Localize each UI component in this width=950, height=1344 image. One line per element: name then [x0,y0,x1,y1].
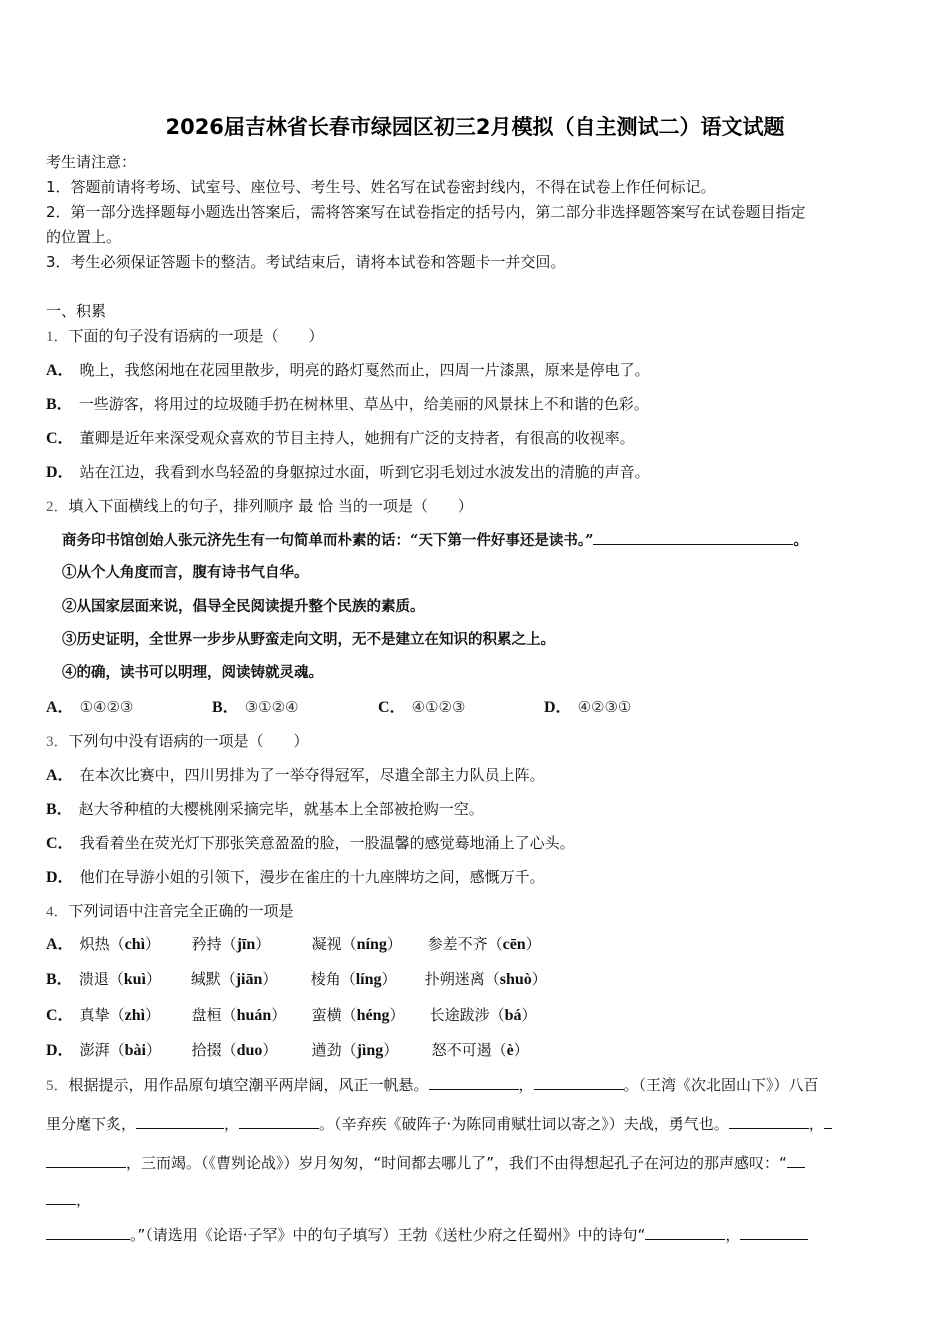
question-1-option-b[interactable]: B． 一些游客，将用过的垃圾随手扔在树林里、草丛中，给美丽的风景抹上不和谐的色彩。 [46,395,649,413]
answer-blank[interactable] [46,1190,76,1205]
question-number: 1． [46,329,69,345]
answer-blank[interactable] [824,1114,832,1129]
notice-item-3: 3．考生必须保证答题卡的整洁。考试结束后，请将本试卷和答题卡一并交回。 [46,253,566,271]
answer-blank[interactable] [645,1225,725,1240]
question-5-line-2: 里分麾下炙， ， 。（辛弃疾《破阵子·为陈同甫赋壮词以寄之》）夫战，勇气也。 ， [46,1114,832,1134]
answer-blank[interactable] [429,1075,519,1090]
answer-blank[interactable] [729,1114,809,1129]
question-2-sentence-2: ②从国家层面来说，倡导全民阅读提升整个民族的素质。 [62,598,425,615]
question-2-options [46,697,631,718]
question-4-stem: 4．下列词语中注音完全正确的一项是 [46,902,294,920]
question-2-passage: 商务印书馆创始人张元济先生有一句简单而朴素的话：“天下第一件好事还是读书。” 。 [62,532,808,549]
question-3-option-b[interactable]: B． 赵大爷种植的大樱桃刚采摘完毕，就基本上全部被抢购一空。 [46,800,484,818]
question-4-option-b[interactable]: B． 溃退（kuì） 缄默（jiān） 棱角（líng） 扑朔迷离（shuò） [46,970,547,988]
question-3-stem: 3．下列句中没有语病的一项是（ ） [46,732,309,750]
question-5-line-1: 5．根据提示，用作品原句填空潮平两岸阔，风正一帆悬。 ， 。（王湾《次北固山下》）八百 [46,1076,819,1094]
question-1-option-d[interactable]: D． 站在江边，我看到水鸟轻盈的身躯掠过水面，听到它羽毛划过水波发出的清脆的声音。 [46,463,650,481]
question-4-option-d[interactable]: D． 澎湃（bài） 拾掇（duo） 遒劲（jìng） 怒不可遏（è） [46,1041,529,1059]
answer-blank[interactable] [787,1153,805,1168]
notice-item-2-cont: 的位置上。 [46,228,122,246]
section-heading: 一、积累 [46,302,107,320]
notice-heading: 考生请注意： [46,153,137,171]
answer-blank[interactable] [593,530,793,545]
question-1-option-a[interactable]: A． 晚上，我悠闲地在花园里散步，明亮的路灯戛然而止，四周一片漆黑，原来是停电了。 [46,361,650,379]
question-2-sentence-3: ③历史证明，全世界一步步从野蛮走向文明，无不是建立在知识的积累之上。 [62,631,555,648]
notice-item-2: 2．第一部分选择题每小题选出答案后，需将答案写在试卷指定的括号内，第二部分非选择题答案写在试卷题目指定 [46,203,806,221]
page-title: 2026届吉林省长春市绿园区初三2月模拟（自主测试二）语文试题 [165,115,785,139]
question-1-option-c[interactable]: C． 董卿是近年来深受观众喜欢的节目主持人，她拥有广泛的支持者，有很高的收视率。 [46,429,635,447]
notice-item-1: 1．答题前请将考场、试室号、座位号、考生号、姓名写在试卷密封线内，不得在试卷上作任何标记。 [46,178,716,196]
answer-blank[interactable] [136,1114,224,1129]
question-2-option-b[interactable]: B． ③①②④ [212,698,299,716]
question-2-option-c[interactable]: C． ④①②③ [378,698,466,716]
question-2-stem: 2．填入下面横线上的句子，排列顺序 最 恰 当的一项是（ ） [46,497,473,515]
question-1-stem: 1．下面的句子没有语病的一项是（ ） [46,327,324,345]
answer-blank[interactable] [534,1075,624,1090]
question-3-option-a[interactable]: A． 在本次比赛中，四川男排为了一举夺得冠军，尽遣全部主力队员上阵。 [46,766,545,784]
answer-blank[interactable] [46,1225,130,1240]
question-2-sentence-4: ④的确，读书可以明理，阅读铸就灵魂。 [62,664,323,681]
answer-blank[interactable] [46,1153,126,1168]
question-5-line-3: ，三而竭。（《曹刿论战》）岁月匆匆，“时间都去哪儿了”，我们不由得想起孔子在河边的那声感叹：“ [46,1153,805,1173]
answer-blank[interactable] [740,1225,808,1240]
question-5-line-5: 。”（请选用《论语·子罕》中的句子填写）王勃《送杜少府之任蜀州》中的诗句“ ， [46,1225,808,1245]
question-3-option-d[interactable]: D． 他们在导游小姐的引领下，漫步在雀庄的十九座牌坊之间，感慨万千。 [46,868,545,886]
question-4-option-a[interactable]: A． 炽热（chì） 矜持（jīn） 凝视（níng） 参差不齐（cēn） [46,935,541,953]
question-5-line-4: ， [46,1190,91,1210]
question-3-option-c[interactable]: C． 我看着坐在荧光灯下那张笑意盈盈的脸，一股温馨的感觉蓦地涌上了心头。 [46,834,575,852]
question-4-option-c[interactable]: C． 真挚（zhì） 盘桓（huán） 蛮横（héng） 长途跋涉（bá） [46,1006,537,1024]
question-2-option-a[interactable]: A． ①④②③ [46,698,134,716]
question-2-sentence-1: ①从个人角度而言，腹有诗书气自华。 [62,564,309,581]
question-2-option-d[interactable]: D． ④②③① [544,698,632,716]
answer-blank[interactable] [239,1114,319,1129]
